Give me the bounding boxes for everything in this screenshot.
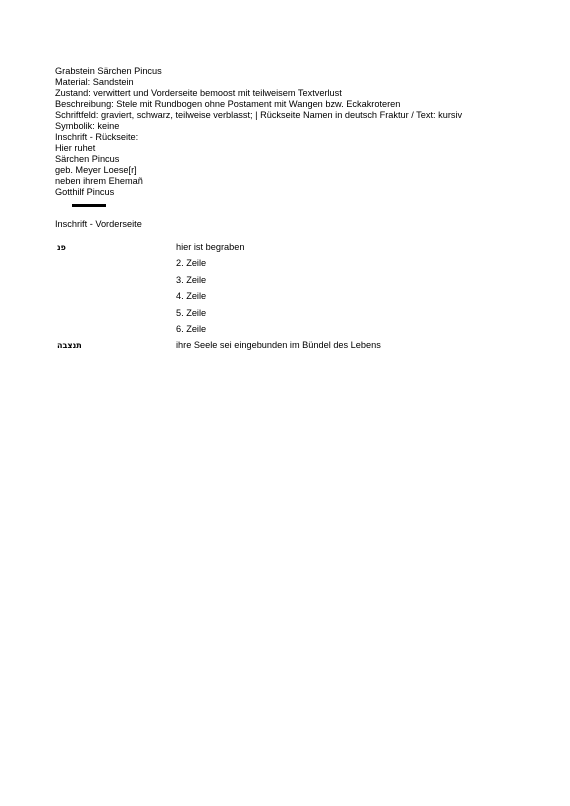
- german-translation: 4. Zeile: [176, 291, 207, 302]
- back-inscription-heading: Inschrift - Rückseite:: [55, 132, 139, 142]
- inscription-row: [55, 308, 515, 324]
- german-translation: 6. Zeile: [176, 323, 207, 334]
- german-translation: 2. Zeile: [176, 258, 207, 269]
- section-divider: [72, 204, 106, 207]
- german-translation: 5. Zeile: [176, 307, 207, 318]
- gravestone-record: [55, 66, 535, 198]
- inscription-row: [55, 340, 515, 356]
- back-inscription-line: geb. Meyer Loese[r]: [55, 165, 137, 175]
- back-inscription-line: Särchen Pincus: [55, 154, 120, 164]
- front-inscription-heading: Inschrift - Vorderseite: [55, 219, 142, 229]
- record-condition: Zustand: verwittert und Vorderseite bemoost mit teilweisem Textverlust: [55, 88, 342, 98]
- record-inscription-field: Schriftfeld: graviert, schwarz, teilweise verblasst; | Rückseite Namen in deutsch Fraktur / Text: kursiv: [55, 110, 463, 120]
- german-translation: ihre Seele sei eingebunden im Bündel des Lebens: [176, 340, 381, 351]
- record-material: Material: Sandstein: [55, 77, 134, 87]
- back-inscription-line: neben ihrem Ehemañ: [55, 176, 143, 186]
- hebrew-text: פנ: [57, 243, 66, 252]
- inscription-row: [55, 242, 515, 258]
- back-inscription-line: Gotthilf Pincus: [55, 187, 115, 197]
- record-symbolism: Symbolik: keine: [55, 121, 120, 131]
- hebrew-text: תנצבה: [57, 341, 82, 351]
- record-title: Grabstein Särchen Pincus: [55, 66, 162, 76]
- inscription-row: [55, 291, 515, 307]
- inscription-row: [55, 258, 515, 274]
- inscription-row: [55, 275, 515, 291]
- back-inscription-line: Hier ruhet: [55, 143, 96, 153]
- inscription-row: [55, 324, 515, 340]
- front-inscription-table: [55, 242, 515, 357]
- german-translation: hier ist begraben: [176, 242, 245, 252]
- german-translation: 3. Zeile: [176, 274, 207, 285]
- record-description: Beschreibung: Stele mit Rundbogen ohne Postament mit Wangen bzw. Eckakroteren: [55, 99, 401, 109]
